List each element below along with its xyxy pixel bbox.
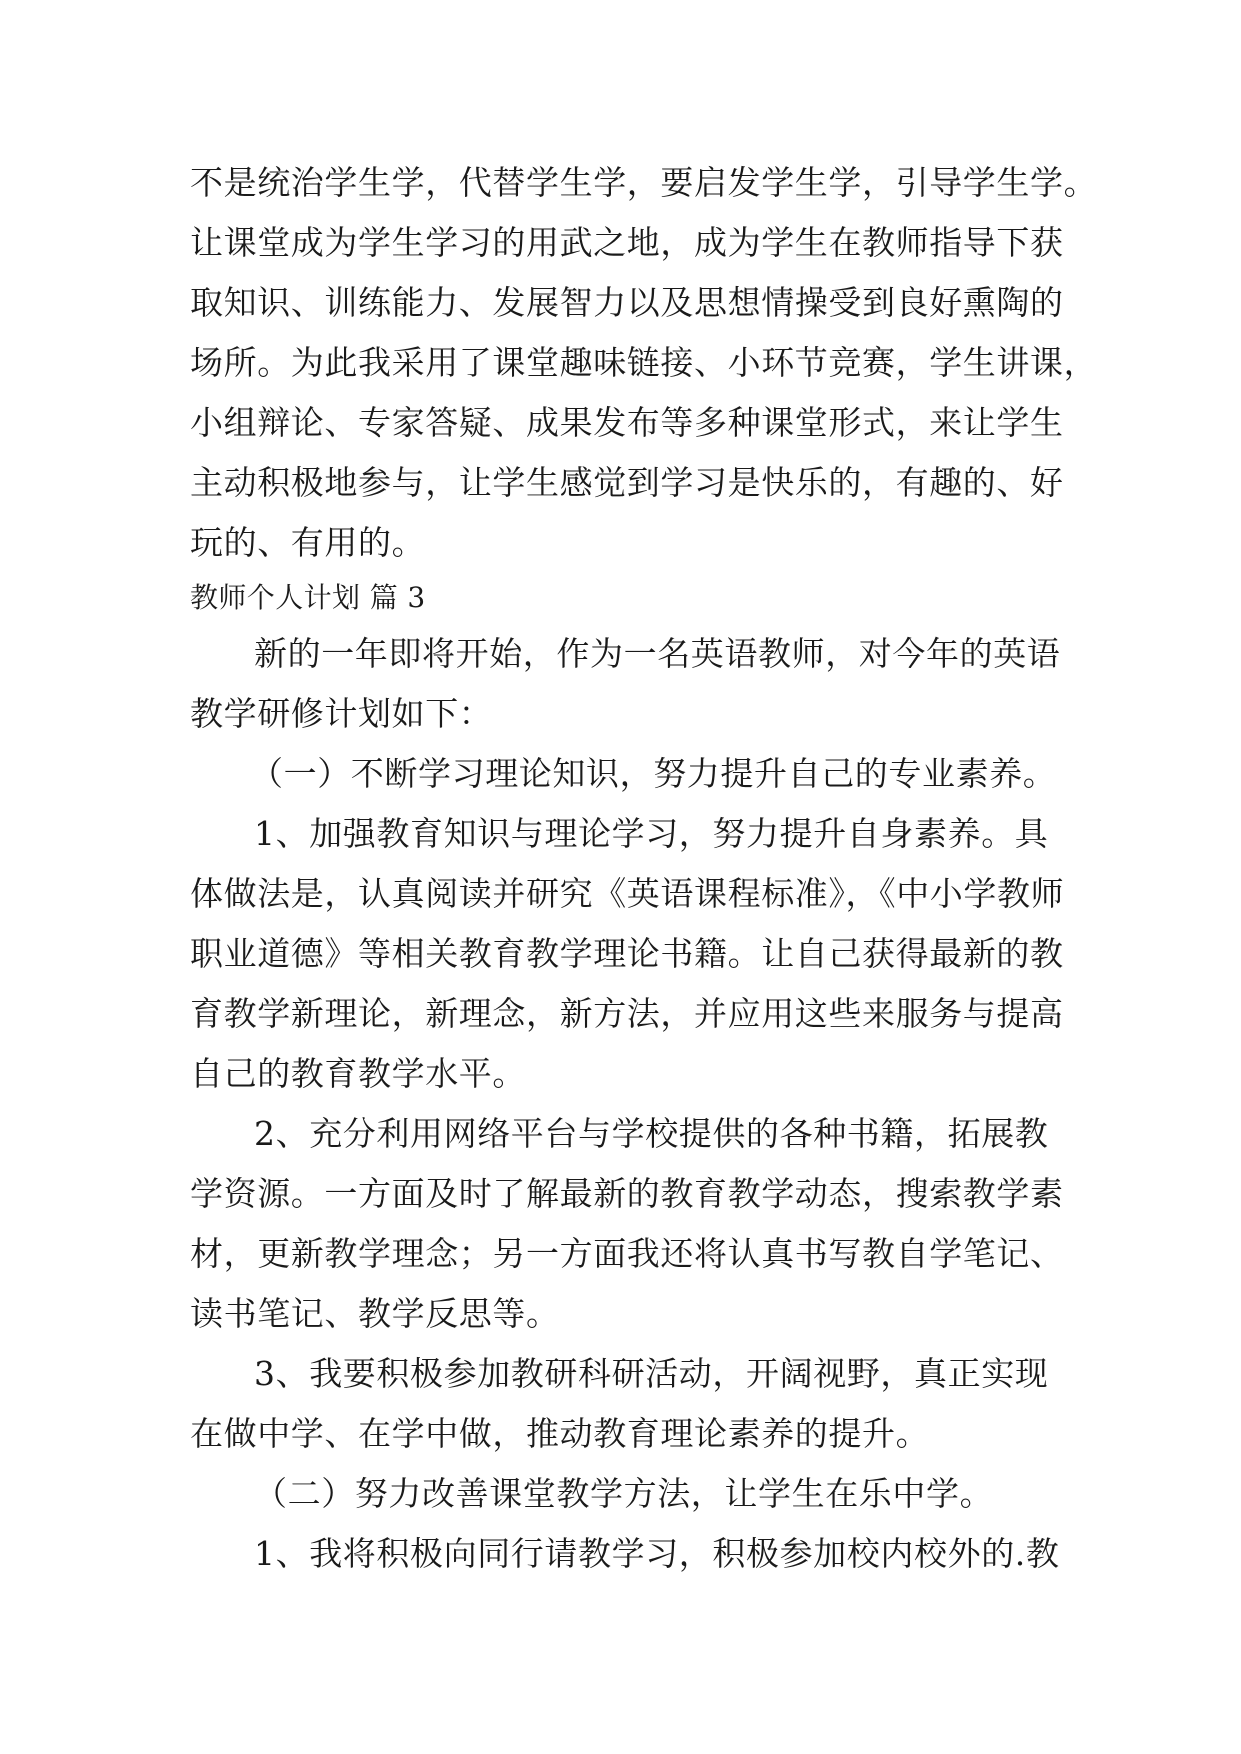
paragraph-line: 2、充分利用网络平台与学校提供的各种书籍，拓展教 [254,1114,1049,1153]
paragraph-line: 小组辩论、专家答疑、成果发布等多种课堂形式，来让学生 [190,403,1064,442]
paragraph-line: 教学研修计划如下： [190,694,493,733]
paragraph-line: 玩的、有用的。 [190,523,426,562]
paragraph-line: 不是统治学生学，代替学生学，要启发学生学，引导学生学。 [190,163,1098,202]
paragraph-line: 在做中学、在学中做，推动教育理论素养的提升。 [190,1414,930,1453]
paragraph-line: 3、我要积极参加教研科研活动，开阔视野，真正实现 [254,1354,1049,1393]
paragraph-line: 1、加强教育知识与理论学习，努力提升自身素养。具 [254,814,1049,853]
paragraph-line: 取知识、训练能力、发展智力以及思想情操受到良好熏陶的 [190,283,1064,322]
paragraph-line: 体做法是，认真阅读并研究《英语课程标准》，《中小学教师 [190,874,1065,913]
paragraph-line: 新的一年即将开始，作为一名英语教师，对今年的英语 [254,634,1061,673]
paragraph-line: 让课堂成为学生学习的用武之地，成为学生在教师指导下获 [190,223,1064,262]
subheading-line: （二）努力改善课堂教学方法，让学生在乐中学。 [254,1474,994,1513]
paragraph-line: 材，更新教学理念；另一方面我还将认真书写教自学笔记、 [190,1234,1064,1273]
section-heading: 教师个人计划 篇 3 [190,581,426,614]
paragraph-line: 主动积极地参与，让学生感觉到学习是快乐的，有趣的、好 [190,463,1064,502]
paragraph-line: 1、我将积极向同行请教学习，积极参加校内校外的.教 [254,1534,1060,1573]
paragraph-line: 职业道德》等相关教育教学理论书籍。让自己获得最新的教 [190,934,1064,973]
paragraph-line: 场所。为此我采用了课堂趣味链接、小环节竞赛，学生讲课， [190,343,1098,382]
paragraph-line: 育教学新理论，新理念，新方法，并应用这些来服务与提高 [190,994,1064,1033]
subheading-line: （一）不断学习理论知识，努力提升自己的专业素养。 [250,754,1057,793]
paragraph-line: 读书笔记、教学反思等。 [190,1294,560,1333]
paragraph-line: 自己的教育教学水平。 [190,1054,526,1093]
paragraph-line: 学资源。一方面及时了解最新的教育教学动态，搜索教学素 [190,1174,1064,1213]
